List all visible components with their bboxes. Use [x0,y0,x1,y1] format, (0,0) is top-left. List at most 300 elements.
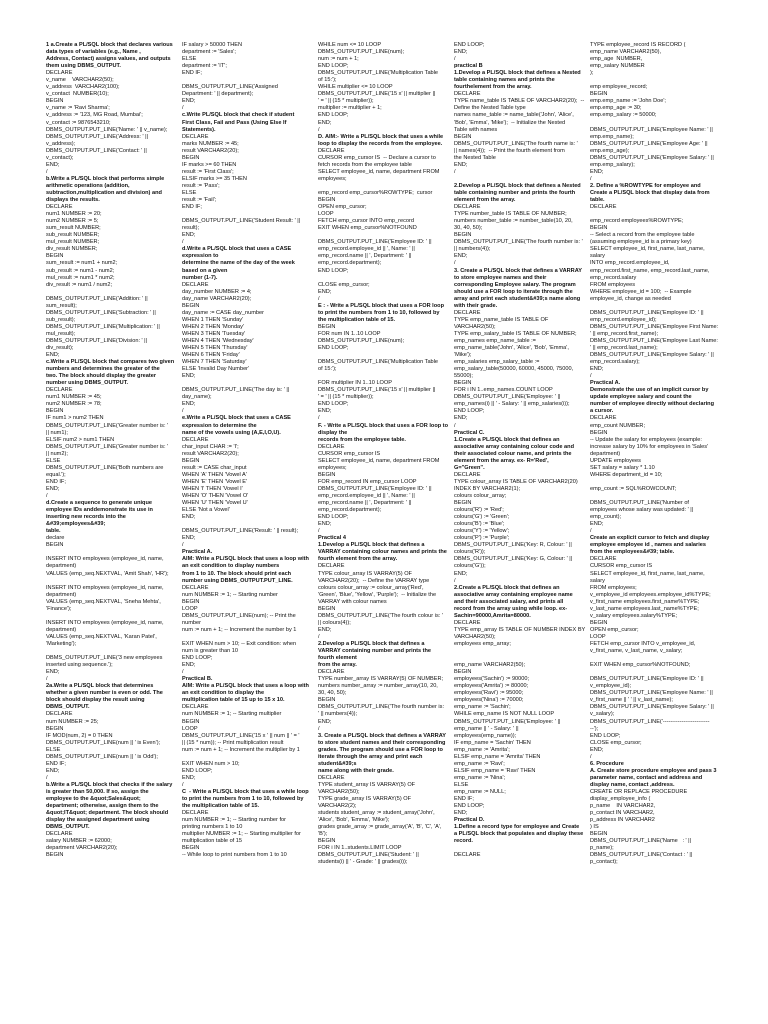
code-line: employees emp_array; [454,640,511,647]
code-line: multiplication table of 15 [182,838,243,845]
code-line: DBMS_OUTPUT.PUT_LINE('The fourth number is: ' [454,239,583,246]
code-line: BEGIN [182,154,200,161]
code-line: ' || numbers(4)); [318,711,358,718]
heading-line: expression to [182,253,219,260]
heading-line: the multiplication table of 15. [318,316,396,323]
code-line: DECLARE [454,204,481,211]
code-line: / [590,373,592,380]
code-line: TYPE emp_salary_table IS TABLE OF NUMBER; [454,330,577,337]
code-line: emp_record.name || ', Department: ' || [318,253,412,260]
heading-line: 2. Define a %ROWTYPE for employee and [590,182,701,189]
code-line: END; [182,373,196,380]
code-line: 'Mike'); [454,352,472,359]
heading-line: AIM: Write a PL/SQL block that uses a loop with [182,556,309,563]
code-line: / [46,676,48,683]
heading-line: should use a FOR loop to iterate through the [454,288,573,295]
code-line: SELECT employee_id, first_name, last_name, [590,570,705,577]
code-line: emp_record.first_name, emp_record.last_name, [590,267,710,274]
code-line: END; [454,161,468,168]
text-column-1 [46,42,182,1017]
code-line: BEGIN [590,225,608,232]
code-line: WHEN 'I' THEN 'Vowel I' [182,485,243,492]
code-line: Table with names [454,126,498,133]
code-line: WHEN 'A' THEN 'Vowel A' [182,471,247,478]
code-line: DBMS_OUTPUT.PUT_LINE('Employee Name: ' || [590,126,713,133]
heading-line: student&#39;s [318,760,357,767]
code-line: EXIT WHEN num > 10; [182,760,240,767]
code-line: employee_id, change as needed [590,295,671,302]
code-line: ' || emp_record.first_name); [590,330,659,337]
code-line: emp_record emp_cursor%ROWTYPE; cursor [318,189,433,196]
code-line: salary [590,577,605,584]
code-line: BEGIN [46,542,64,549]
heading-line: from 1 to 10. The block should print each [182,570,292,577]
code-line: FETCH emp_cursor INTO emp_record [318,218,414,225]
code-line: DBMS_OUTPUT.PUT_LINE('Employee ID: ' || [590,309,704,316]
code-line: SELECT employee_id, name, department FROM [318,457,440,464]
code-line: emp_count); [590,514,622,521]
code-line: BEGIN [46,98,64,105]
code-line: emp_name := 'Sachin'; [454,704,511,711]
code-line: END; [590,521,604,528]
code-line: num := num + 1; [318,56,359,63]
code-line: 'Bob', 'Emma', 'Mike'); -- Initialize the Nested [454,119,566,126]
code-line: students(i) || ' - Grade: ' || grades(i)); [318,859,408,866]
heading-line: an exit condition to display numbers [182,563,280,570]
heading-line: a cursor. [590,408,614,415]
heading-line: Address, Contact) assigns values, and outputs [46,56,171,63]
heading-line: 2.Develop a PL/SQL block that defines a [318,640,425,647]
code-line: DBMS_OUTPUT.PUT_LINE('The day is: ' || [182,387,290,394]
code-line: sum_result); [46,302,77,309]
heading-line: 1.Develop a PL/SQL block that defines a [318,542,425,549]
text-column-2 [182,42,318,1017]
code-line: WHEN 4 THEN 'Wednesday' [182,337,254,344]
code-line: || numbers(4)); [454,246,491,253]
code-line: colours('R') := 'Red'; [454,507,504,514]
code-line: ELSE 'Invalid Day Number' [182,366,250,373]
heading-line: element from the array. [454,197,516,204]
code-line: SET salary = salary * 1.10 [590,464,655,471]
code-line: / [182,408,184,415]
code-line: VARCHAR2(50); [318,788,360,795]
code-line: DECLARE [182,281,209,288]
code-line: sum_result NUMBER; [46,225,101,232]
code-line: 30, 40, 50); [318,690,347,697]
code-line [318,275,454,282]
code-line: END LOOP; [454,803,485,810]
code-line: CREATE OR REPLACE PROCEDURE [590,788,688,795]
code-line [454,655,590,662]
heading-line: Practical 4 [318,535,346,542]
code-line: END; [454,415,468,422]
code-line: num NUMBER := 1; -- Starting number [182,591,278,598]
code-line: TYPE grade_array IS VARRAY(5) OF [318,796,412,803]
heading-line: 3. Create a PL/SQL block that defines a VARRAY [318,732,446,739]
code-line: DECLARE [46,711,73,718]
heading-line: grades. The program should use a FOR loop to [318,746,443,753]
code-line: / [590,753,592,760]
code-line: DBMS_OUTPUT.PUT_LINE('Employee Salary: ' || [590,704,714,711]
code-line: BEGIN [182,598,200,605]
code-line: END; [182,774,196,781]
code-line [454,648,590,655]
code-line: BEGIN [590,429,608,436]
code-line: END LOOP; [318,112,349,119]
code-line: DBMS_OUTPUT.PUT_LINE('Student: ' || [318,852,419,859]
code-line: WHEN 7 THEN 'Saturday' [182,359,247,366]
code-line: v_name VARCHAR2(50); [46,77,114,84]
heading-line: the multiplication table of 15. [182,803,260,810]
code-line: DBMS_OUTPUT.PUT_LINE('Name : ' || [590,838,692,845]
code-line: IF emp_name = 'Sachin' THEN [454,739,531,746]
code-line: BEGIN [182,845,200,852]
code-line: emp employee_record; [590,84,648,91]
code-line: / [182,542,184,549]
heading-line: iterate through the array and print each [318,753,423,760]
code-line: / [46,493,48,499]
code-line: increase salary by 10% for employees in 'Sales' [590,443,709,450]
code-line: DBMS_OUTPUT.PUT_LINE('Employee ID: ' || [318,485,432,492]
code-line: employees; [318,175,347,182]
heading-line: multiplication table of 15 up to 15 x 10. [182,697,285,704]
code-line: v_contact NUMBER(10); [46,91,109,98]
code-line: Define the Nested Table type [454,105,526,112]
code-line: 55000); [454,373,473,380]
code-line: numbers number_array := number_array(10, 20, [318,683,438,690]
code-line: WHEN 'E' THEN 'Vowel E' [182,478,248,485]
code-line: END LOOP; [318,267,349,274]
code-line: DECLARE [454,852,481,859]
code-line: TYPE name_table IS TABLE OF VARCHAR2(20); -- [454,98,585,105]
code-line: num1 NUMBER := 20; [46,211,102,218]
code-line: DECLARE [318,563,345,570]
code-line: EXIT WHEN emp_cursor%NOTFOUND [318,225,417,232]
code-line: 'B'); [318,831,328,838]
code-line: / [182,105,184,112]
code-line: DBMS_OUTPUT.PUT_LINE('Employee: ' || [454,718,561,725]
code-line [182,521,318,528]
heading-line: 2.Create a PL/SQL block that defines an [454,584,560,591]
code-line [182,634,318,641]
code-line: v_employee_id employees.employee_id%TYPE; [590,591,711,598]
code-line [182,380,318,387]
heading-line: with their grade. [454,302,498,309]
code-line: || colours(4)); [318,619,351,626]
heading-line: 2a.Write a PL/SQL block that determines [46,683,154,690]
code-line: employees('Amrita') := 80000; [454,683,529,690]
code-line: colours('Y') := 'Yellow'; [454,528,510,535]
code-line: sub_result NUMBER; [46,232,100,239]
code-line: DBMS_OUTPUT.PUT_LINE('Assigned [182,84,278,91]
heading-line: is greater than 50,000. If so, assign the [46,788,149,795]
code-line: END LOOP; [318,401,349,408]
code-line: END LOOP; [318,345,349,352]
code-line: DECLARE [318,669,345,676]
heading-line: displays the results. [46,197,100,204]
code-line: DBMS_OUTPUT.PUT_LINE('Employee ID: ' || [318,239,432,246]
code-line: LOOP [182,605,198,612]
heading-line: 1 a.Create a PL/SQL block that declares various [46,42,173,48]
code-line: DBMS_OUTPUT.PUT_LINE(num); [318,49,405,56]
heading-line: c.Write PL/SQL block that check if student [182,112,295,119]
code-line: ELSE [46,746,61,753]
code-line: DECLARE [318,147,345,154]
code-line: emp_count := SQL%ROWCOUNT; [590,485,677,492]
code-line: department) [46,626,77,633]
code-line: department := 'Sales'; [182,49,236,56]
heading-line: 1.Create a PL/SQL block that defines an [454,436,560,443]
code-line: CURSOR emp_cursor IS [590,563,653,570]
code-line: BEGIN [454,380,472,387]
heading-line: D. AIM:- Write a PL/SQL block that uses a while [318,133,444,140]
code-line: END; [46,161,60,168]
code-line: VARCHAR2(50); [454,633,496,640]
heading-line: number using DBMS_OUTPUT. [46,380,129,387]
heading-line: array and print each student&#39;s name along [454,295,581,302]
code-line: salary NUMBER := 62000; [46,838,112,845]
code-line [182,754,318,761]
code-line: CURSOR emp_cursor IS -- Declare a cursor to [318,154,436,161]
code-line: emp_name := 'Amrita'; [454,746,510,753]
heading-line: update employee salary and count the [590,394,692,401]
code-line: DECLARE [318,443,345,450]
code-line: || names(4)); -- Print the fourth element from [454,147,565,154]
heading-line: b.Write a PL/SQL block that checks if the salary [46,781,173,788]
code-line: / [46,774,48,781]
code-line: v_last_name employees.last_name%TYPE; [590,605,699,612]
code-line: DECLARE [590,204,617,211]
code-line: employees('Ravi') := 95000; [454,690,524,697]
heading-line: record. [454,838,473,845]
heading-line: number of employee directly without declaring [590,401,715,408]
code-line: Department: ' || department); [182,91,254,98]
heading-line: C - Write a PL/SQL block that uses a while loop [182,788,309,795]
code-line: emp_name VARCHAR2(50), [590,49,662,56]
code-line: declare [46,535,65,542]
code-line: DECLARE [454,309,481,316]
code-line: day_name); [182,394,212,401]
code-line: BEGIN [46,253,64,260]
heading-line: based on a given [182,267,228,274]
heading-line: practical B [454,63,483,70]
code-line: END LOOP; [182,655,213,662]
code-line: v_address VARCHAR2(100); [46,84,120,91]
heading-line: department; otherwise, assign them to the [46,803,159,810]
code-line: DBMS_OUTPUT.PUT_LINE('Key: G, Colour: ' || [454,556,573,563]
code-line [182,77,318,84]
heading-line: to print the numbers from 1 to 10, followed by [182,796,304,803]
code-line: ELSIF marks >= 35 THEN [182,175,247,182]
code-line: day_name VARCHAR2(20); [182,295,252,302]
code-line: the Nested Table [454,154,496,161]
code-line: DBMS_OUTPUT.PUT_LINE(num); [318,337,405,344]
code-line: emp_record.salary [590,274,637,281]
code-line: v_address := '123, MG Road, Mumbai'; [46,112,143,119]
heading-line: whether a given number is even or odd. The [46,690,163,697]
heading-line: Practical A. [590,380,621,387]
heading-line: arithmetic operations (addition, [46,182,130,189]
heading-line: inserting new records into the [46,514,126,521]
code-line: CLOSE emp_cursor; [590,739,642,746]
code-line: DBMS_OUTPUT.PUT_LINE('Both numbers are [46,464,164,471]
code-line: END IF; [182,70,202,77]
code-line: fetch records from the employee table [318,161,412,168]
code-line: END LOOP; [182,767,213,774]
code-line: num := num + 1; -- Increment the number by 1 [182,626,297,633]
code-line: emp_record.department); [318,507,382,514]
code-line: num is greater than 10 [182,648,238,655]
code-line: END; [590,168,604,175]
code-line: ' = ' || (15 * multiplier)); [318,98,374,105]
heading-line: name of the vowels using (A,E,I,O,U). [182,429,281,436]
code-line [46,613,182,620]
code-line: div_result := num1 / num2; [46,281,113,288]
code-line: IF marks >= 60 THEN [182,161,237,168]
code-line: emp_name || ' - Salary: ' || [454,725,519,732]
heading-line: determine the name of the day of the week [182,260,295,267]
code-line: DBMS_OUTPUT.PUT_LINE('Division: ' || [46,337,148,344]
code-line: END; [318,119,332,126]
heading-line: Practical C. [454,429,485,436]
code-line: num := num + 1; -- Increment the multiplier by 1 [182,746,300,753]
code-line: DECLARE [46,831,73,838]
code-line: v_salary); [590,711,615,718]
code-line: TYPE number_table IS TABLE OF NUMBER; [454,211,567,218]
code-line: VALUES (emp_seq.NEXTVAL, 'Amit Shah', 'HR'); [46,570,169,577]
code-line: result); [182,225,200,232]
heading-line: display the [318,429,348,436]
code-line: DBMS_OUTPUT.PUT_LINE('Contact: ' || [46,147,147,154]
code-line: DBMS_OUTPUT.PUT_LINE('Employee Last Name: [590,337,718,344]
code-line: p_name IN VARCHAR2, [590,803,656,810]
heading-line: &#39;employees&#39; [46,521,106,528]
code-line [454,176,590,183]
code-line: DBMS_OUTPUT.PUT_LINE('Employee Salary: ' || [590,352,714,359]
code-line: 'Finance'); [46,605,72,612]
code-line: END; [46,485,60,492]
code-line: END; [46,767,60,774]
code-line: emp_record.name || ', Department: ' || [318,500,412,507]
code-line: DECLARE [454,619,481,626]
code-line: employees whose salary was updated: ' || [590,507,694,514]
code-line: emp_count NUMBER; [590,422,646,429]
heading-line: table. [46,528,61,535]
heading-line: to store student names and their corresponding [318,739,446,746]
code-line: TYPE number_array IS VARRAY(5) OF NUMBER; [318,676,444,683]
heading-line: Practical A. [182,549,213,556]
code-line: BEGIN [318,197,336,204]
code-line: SELECT employee_id, name, department FROM [318,168,440,175]
code-line: WHEN 1 THEN 'Sunday' [182,316,244,323]
heading-line: E : - Write a PL/SQL block that uses a FOR loop [318,302,444,309]
code-line: DECLARE [590,415,617,422]
heading-line: Practical B. [182,676,213,683]
code-line: DECLARE [454,471,481,478]
code-line: FOR multiplier IN 1..10 LOOP [318,380,392,387]
heading-line: to store employee names and their [454,274,547,281]
code-line: employees('Sachin') := 90000; [454,676,530,683]
code-line: DBMS_OUTPUT.PUT_LINE(num); -- Print the [182,612,296,619]
code-line: WHEN 6 THEN 'Friday' [182,352,240,359]
code-line: emp_name := 'Nina'; [454,774,506,781]
code-line: END LOOP; [318,514,349,521]
code-line: 30, 40, 50); [454,225,483,232]
heading-line: display name, contact ,address. [590,781,675,788]
code-line: sub_result); [46,316,76,323]
code-line: 'Marketing'); [46,640,77,647]
code-line: employees(emp_name)); [454,732,517,739]
heading-line: associative array containing employee name [454,591,573,598]
code-line: v_first_name, v_last_name, v_salary; [590,648,683,655]
heading-line: Create an explicit cursor to fetch and display [590,535,710,542]
code-line: multiplier NUMBER := 1; -- Starting multiplier for [182,831,301,838]
heading-line: records from the employee table. [318,436,406,443]
heading-line: loop to display the records from the employee. [318,140,443,147]
code-line: END LOOP; [454,42,485,48]
code-line: DBMS_OUTPUT.PUT_LINE('Number of [590,500,689,507]
code-line: BEGIN [590,91,608,98]
code-line: num2 NUMBER := 78; [46,401,102,408]
code-line [590,211,726,218]
heading-line: F. - Write a PL/SQL block that uses a FOR loop to [318,422,449,429]
code-line: END; [318,288,332,295]
heading-line: an exit condition to display the [182,690,265,697]
code-line: number [182,619,201,626]
code-line: DBMS_OUTPUT.PUT_LINE('Subtraction: ' || [46,309,156,316]
heading-line: Statements). [182,126,216,133]
heading-line: from the array. [318,662,357,669]
code-line: END; [590,746,604,753]
code-line: END; [318,521,332,528]
code-line [590,303,726,310]
code-line: END; [318,626,332,633]
heading-line: 6. Procedure [590,760,624,767]
code-line: / [454,260,456,267]
code-line: / [454,168,456,175]
heading-line: c.Write a PL/SQL block that compares two given [46,359,175,366]
code-line: BEGIN [590,831,608,838]
code-line: emp_age NUMBER, [590,56,643,63]
code-line: -- While loop to print numbers from 1 to 10 [182,852,287,859]
code-line: / [182,781,184,788]
heading-line: data types of variables (e.g., Name , [46,49,141,56]
code-line: grades grade_array := grade_array('A', 'B', 'C', 'A', [318,824,442,831]
code-line: DBMS_OUTPUT.PUT_LINE('The fourth colour is: ' [318,612,443,619]
code-line: num1 NUMBER := 45; [46,394,102,401]
code-line: INSERT INTO employees (employee_id, name, [46,556,164,563]
code-line: colours('B') := 'Blue'; [454,521,505,528]
heading-line: a PL/SQL block that populates and display these [454,831,584,838]
code-line: BEGIN [454,669,472,676]
heading-line: expression to determine the [182,422,257,429]
code-line: END; [318,408,332,415]
code-line: v_first_name || ' ' || v_last_name); [590,697,673,704]
code-line: ELSE [182,189,197,196]
heading-line: b.Write a PL/SQL block that performs simple [46,175,165,182]
code-line: TYPE emp_name_table IS TABLE OF [454,316,549,323]
code-line: DBMS_OUTPUT.PUT_LINE('Employee Name: ' || [590,690,713,697]
code-line: DBMS_OUTPUT.PUT_LINE('Employee First Name: [590,323,719,330]
code-line: num2 NUMBER := 5; [46,218,99,225]
code-line: DECLARE [46,204,73,211]
code-line: employees; [318,464,347,471]
code-line: LOOP [590,633,606,640]
code-line: DECLARE [590,556,617,563]
code-line: FETCH emp_cursor INTO v_employee_id, [590,640,696,647]
code-line: TYPE employee_record IS RECORD ( [590,42,686,48]
code-line: END; [590,366,604,373]
